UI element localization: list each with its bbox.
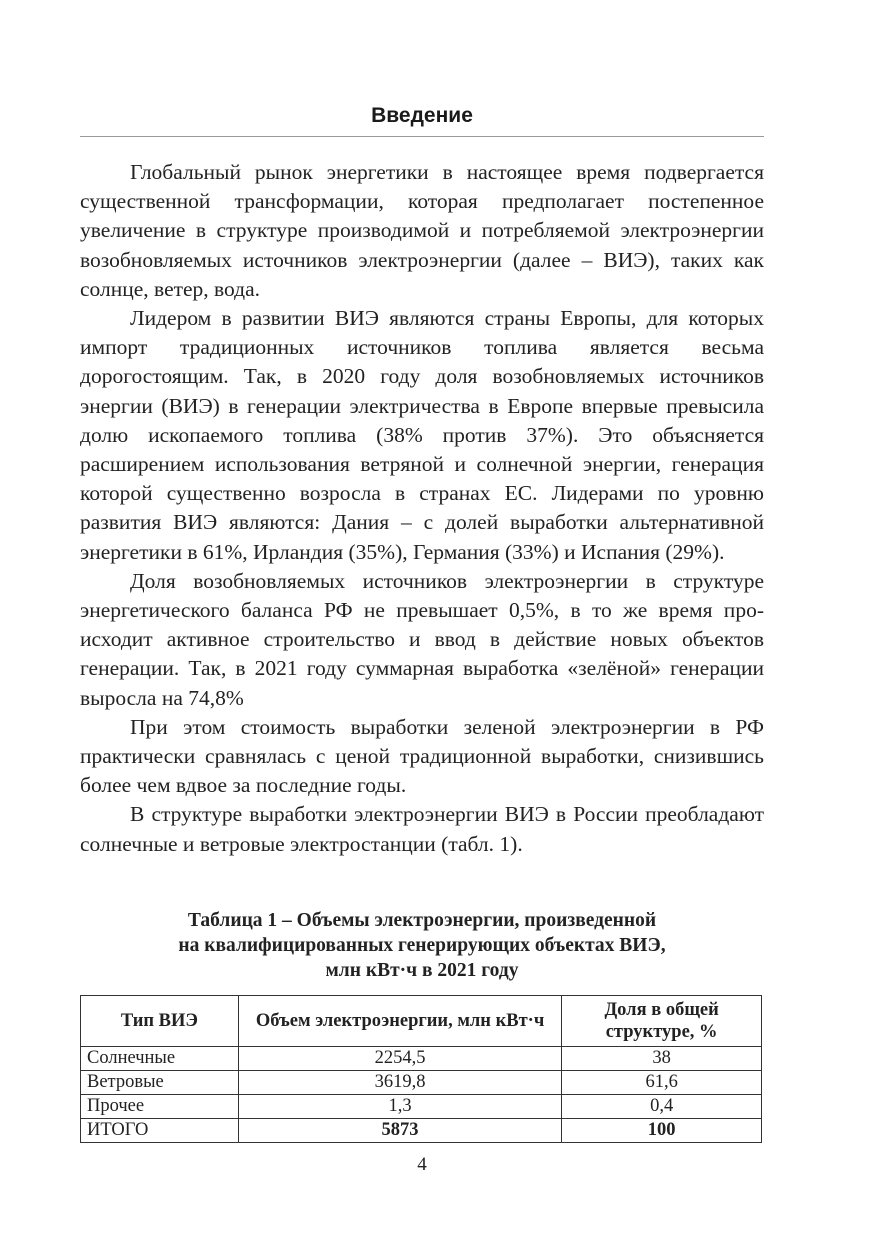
cell-volume: 1,3 (238, 1095, 561, 1119)
table-row (81, 1047, 762, 1071)
paragraph-4: При этом стоимость выработки зеленой электроэнергии в РФ практически сравнялась с ценой традиционной выработки, снизившись более чем вдвое за последние годы. (80, 714, 764, 798)
table-header-row (81, 996, 762, 1047)
cell-volume: 2254,5 (238, 1047, 561, 1071)
paragraph-5: В структуре выработки электроэнергии ВИЭ в России преобладают солнечные и ветровые электростанции (табл. 1). (80, 802, 764, 856)
cell-share: 61,6 (562, 1071, 762, 1095)
header-type: Тип ВИЭ (81, 996, 239, 1047)
cell-type: Прочее (81, 1095, 239, 1119)
cell-volume: 5873 (238, 1119, 561, 1143)
table-row (81, 1095, 762, 1119)
header-share: Доля в общей структуре, % (562, 996, 762, 1047)
page-number: 4 (417, 1154, 427, 1175)
table-caption-line-3: млн кВт·ч в 2021 году (325, 960, 519, 981)
cell-share: 0,4 (562, 1095, 762, 1119)
section-heading: Введение (371, 104, 473, 127)
cell-type: Ветровые (81, 1071, 239, 1095)
header-volume: Объем электроэнергии, млн кВт·ч (238, 996, 561, 1047)
paragraph-2: Лидером в развитии ВИЭ являются страны Европы, для которых импорт традиционных источников топлива является весьма дорогостоящим. Так, в 2020 году доля возобновляемых источников энергии (ВИЭ) в генерации электричества в Европе впервые превысила долю ископаемого топлива (38% против 37%). Это объясняется расширением использования ветряной и солнечной энергии, генерация которой существенно возросла в странах ЕС. Лидерами по уровню развития ВИЭ являются: Дания – с долей выработки альтернативной энергетики в 61%, Ирландия (35%), Германия (33%) и Испания (29%). (80, 306, 764, 564)
paragraph-3: Доля возобновляемых источников электроэнергии в структуре энергетического баланса РФ не превышает 0,5%, в то же время происходит активное строительство и ввод в действие новых объектов генерации. Так, в 2021 году суммарная выработка «зелёной» генерации выросла на 74,8% (80, 568, 764, 710)
cell-type: ИТОГО (81, 1119, 239, 1143)
paragraph-1: Глобальный рынок энергетики в настоящее время подвергается существенной трансформации, которая предполагает постепенное увеличение в структуре производимой и потребляемой электроэнергии возобновляемых источников электроэнергии (далее – ВИЭ), таких как солнце, ветер, вода. (80, 160, 764, 301)
table-caption-line-1: Таблица 1 – Объемы электроэнергии, произведенной (187, 910, 657, 931)
cell-share: 100 (562, 1119, 762, 1143)
cell-type: Солнечные (81, 1047, 239, 1071)
table-row (81, 1071, 762, 1095)
heading-divider (80, 136, 764, 137)
table-caption-line-2: на квалифицированных генерирующих объектах ВИЭ, (178, 935, 666, 956)
cell-share: 38 (562, 1047, 762, 1071)
table-caption (80, 908, 764, 983)
energy-table (80, 995, 762, 1143)
body-text (80, 158, 764, 859)
table-total-row (81, 1119, 762, 1143)
cell-volume: 3619,8 (238, 1071, 561, 1095)
